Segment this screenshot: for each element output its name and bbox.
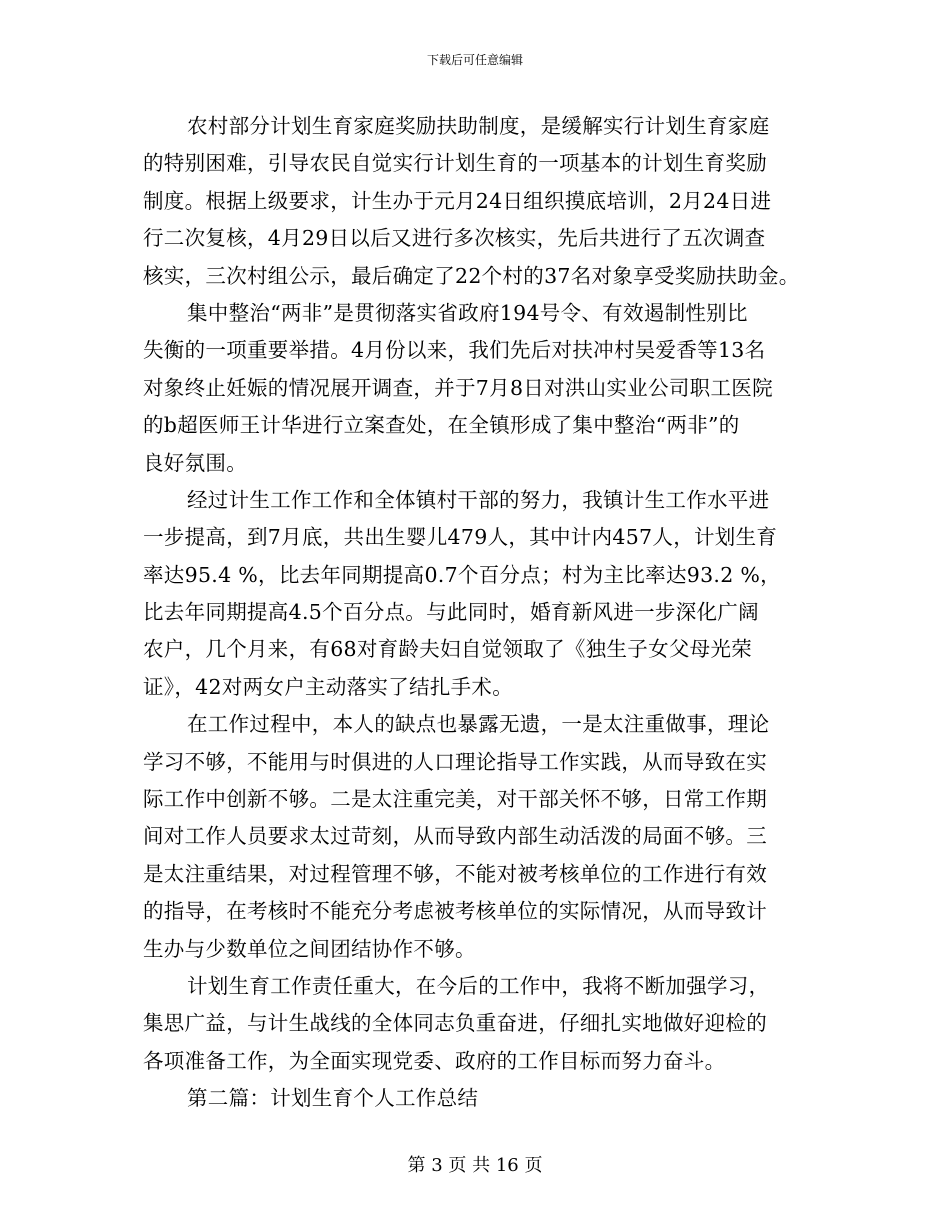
page-header: 下载后可任意编辑 <box>426 53 523 67</box>
text-line: 的特别困难，引导农民自觉实行计划生育的一项基本的计划生育奖励 <box>143 151 767 176</box>
document-body <box>143 108 823 1118</box>
text-line: 制度。根据上级要求，计生办于元月24日组织摸底培训，2月24日进 <box>143 188 772 213</box>
text-line: 在工作过程中，本人的缺点也暴露无遗，一是太注重做事，理论 <box>187 712 770 737</box>
text-line: 是太注重结果，对过程管理不够，不能对被考核单位的工作进行有效 <box>143 861 767 886</box>
text-line: 学习不够，不能用与时俱进的人口理论指导工作实践，从而导致在实 <box>143 749 767 774</box>
text-line: 间对工作人员要求太过苛刻，从而导致内部生动活泼的局面不够。三 <box>143 824 767 849</box>
text-line: 的指导，在考核时不能充分考虑被考核单位的实际情况，从而导致计 <box>143 899 767 924</box>
text-line: 集思广益，与计生战线的全体同志负重奋进，仔细扎实地做好迎检的 <box>143 1011 767 1036</box>
text-line: 证》，42对两女户主动落实了结扎手术。 <box>143 674 514 699</box>
text-line: 良好氛围。 <box>143 450 247 475</box>
text-line: 行二次复核，4月29日以后又进行多次核实，先后共进行了五次调查 <box>143 226 766 251</box>
text-line: 失衡的一项重要举措。4月份以来，我们先后对扶冲村吴爱香等13名 <box>143 338 766 363</box>
text-line: 农村部分计划生育家庭奖励扶助制度，是缓解实行计划生育家庭 <box>187 114 770 138</box>
text-line: 计划生育工作责任重大，在今后的工作中，我将不断加强学习， <box>187 973 770 998</box>
text-line: 农户，几个月来，有68对育龄夫妇自觉领取了《独生子女父母光荣 <box>143 637 753 662</box>
section-heading: 第二篇：计划生育个人工作总结 <box>187 1086 479 1111</box>
text-line: 核实，三次村组公示，最后确定了22个村的37名对象享受奖励扶助金。 <box>143 263 800 288</box>
text-line: 比去年同期提高4.5个百分点。与此同时，婚育新风进一步深化广阔 <box>143 600 759 625</box>
page-number: 第 3 页 共 16 页 <box>407 1155 543 1176</box>
text-line: 的b超医师王计华进行立案查处，在全镇形成了集中整治“两非”的 <box>143 413 740 438</box>
text-line: 各项准备工作，为全面实现党委、政府的工作目标而努力奋斗。 <box>143 1048 726 1073</box>
text-line: 率达95.4 %，比去年同期提高0.7个百分点；村为主比率达93.2 %， <box>143 562 781 587</box>
text-line: 生办与少数单位之间团结协作不够。 <box>143 936 476 961</box>
text-line: 对象终止妊娠的情况展开调查，并于7月8日对洪山实业公司职工医院 <box>143 375 773 400</box>
text-line: 经过计生工作工作和全体镇村干部的努力，我镇计生工作水平进 <box>187 487 770 512</box>
text-line: 集中整治“两非”是贯彻落实省政府194号令、有效遏制性别比 <box>187 300 748 325</box>
text-line: 际工作中创新不够。二是太注重完美，对干部关怀不够，日常工作期 <box>143 787 767 812</box>
text-line: 一步提高，到7月底，共出生婴儿479人，其中计内457人，计划生育 <box>143 525 778 550</box>
